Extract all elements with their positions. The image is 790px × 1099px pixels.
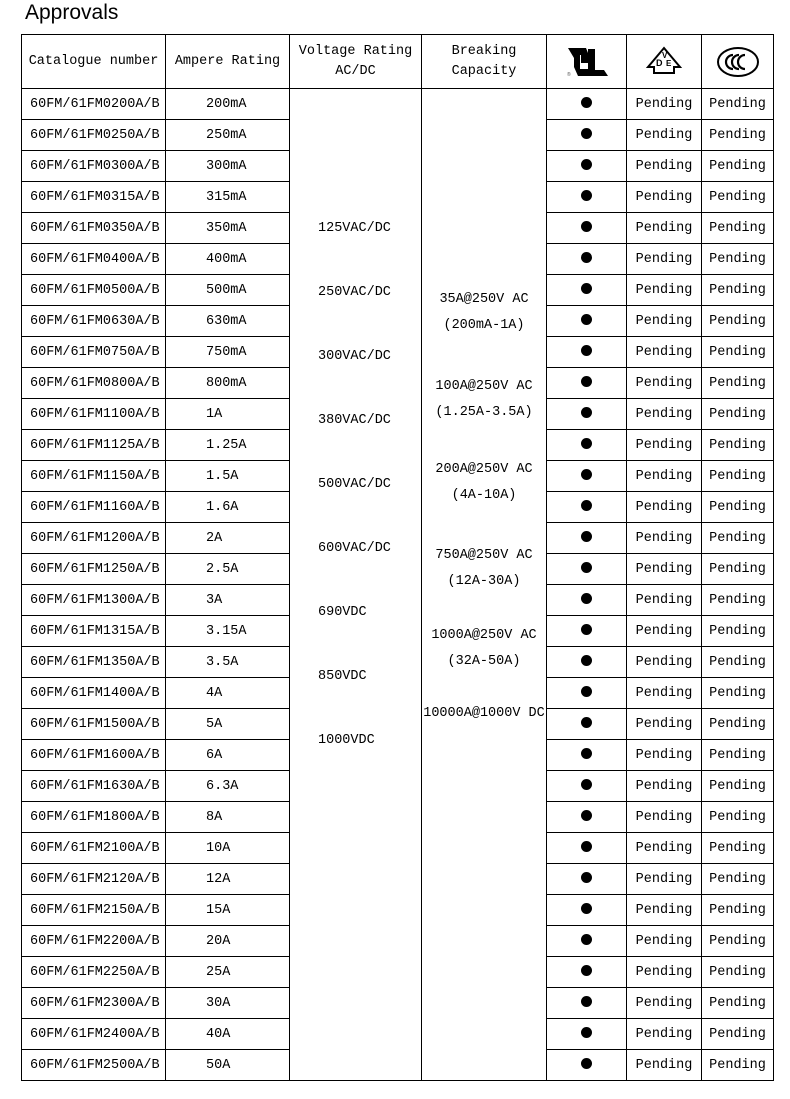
voltage-rating: 250VAC/DC xyxy=(318,285,391,300)
approved-dot-icon xyxy=(581,562,592,573)
ccc-status: Pending xyxy=(702,802,774,833)
header-ampere-rating: Ampere Rating xyxy=(166,35,290,89)
voltage-rating-cell xyxy=(290,89,422,1081)
ccc-status: Pending xyxy=(702,120,774,151)
ul-approval xyxy=(547,492,627,523)
ul-approval xyxy=(547,244,627,275)
ul-approval xyxy=(547,182,627,213)
ul-recognized-icon xyxy=(564,45,610,79)
ccc-icon xyxy=(716,46,760,78)
approved-dot-icon xyxy=(581,593,592,604)
svg-text:®: ® xyxy=(566,71,571,78)
ampere-rating: 630mA xyxy=(166,306,290,337)
approved-dot-icon xyxy=(581,469,592,480)
ccc-status: Pending xyxy=(702,213,774,244)
header-breaking-capacity xyxy=(422,35,547,89)
ampere-rating: 2.5A xyxy=(166,554,290,585)
approved-dot-icon xyxy=(581,655,592,666)
approved-dot-icon xyxy=(581,407,592,418)
ccc-status: Pending xyxy=(702,461,774,492)
ul-approval xyxy=(547,368,627,399)
catalogue-number: 60FM/61FM0750A/B xyxy=(22,337,166,368)
vde-status: Pending xyxy=(627,244,702,275)
table-body xyxy=(22,89,774,1081)
voltage-rating: 300VAC/DC xyxy=(318,349,391,364)
ul-approval xyxy=(547,926,627,957)
ccc-status: Pending xyxy=(702,523,774,554)
header-row xyxy=(22,35,774,89)
catalogue-number: 60FM/61FM1500A/B xyxy=(22,709,166,740)
catalogue-number: 60FM/61FM1630A/B xyxy=(22,771,166,802)
ccc-status: Pending xyxy=(702,244,774,275)
ul-approval xyxy=(547,895,627,926)
ccc-status: Pending xyxy=(702,399,774,430)
ampere-rating: 1A xyxy=(166,399,290,430)
voltage-rating: 125VAC/DC xyxy=(318,221,391,236)
catalogue-number: 60FM/61FM1200A/B xyxy=(22,523,166,554)
ampere-rating: 3A xyxy=(166,585,290,616)
vde-status: Pending xyxy=(627,430,702,461)
ampere-rating: 500mA xyxy=(166,275,290,306)
header-voltage-line2: AC/DC xyxy=(335,63,376,79)
catalogue-number: 60FM/61FM2150A/B xyxy=(22,895,166,926)
ampere-rating: 400mA xyxy=(166,244,290,275)
approved-dot-icon xyxy=(581,283,592,294)
catalogue-number: 60FM/61FM1125A/B xyxy=(22,430,166,461)
vde-status: Pending xyxy=(627,926,702,957)
ampere-rating: 30A xyxy=(166,988,290,1019)
catalogue-number: 60FM/61FM1250A/B xyxy=(22,554,166,585)
approved-dot-icon xyxy=(581,438,592,449)
voltage-rating: 1000VDC xyxy=(318,733,375,748)
catalogue-number: 60FM/61FM0300A/B xyxy=(22,151,166,182)
vde-status: Pending xyxy=(627,616,702,647)
breaking-capacity-line: 1000A@250V AC xyxy=(431,628,537,643)
vde-status: Pending xyxy=(627,461,702,492)
ul-approval xyxy=(547,213,627,244)
approved-dot-icon xyxy=(581,1027,592,1038)
catalogue-number: 60FM/61FM1350A/B xyxy=(22,647,166,678)
catalogue-number: 60FM/61FM0250A/B xyxy=(22,120,166,151)
ul-approval xyxy=(547,89,627,120)
ul-approval xyxy=(547,151,627,182)
approved-dot-icon xyxy=(581,190,592,201)
header-ccc xyxy=(702,35,774,89)
ccc-status: Pending xyxy=(702,151,774,182)
ul-approval xyxy=(547,1019,627,1050)
breaking-capacity-line: 750A@250V AC xyxy=(435,548,533,563)
ul-approval xyxy=(547,585,627,616)
breaking-capacity-line: (1.25A-3.5A) xyxy=(435,405,533,420)
ampere-rating: 315mA xyxy=(166,182,290,213)
vde-status: Pending xyxy=(627,1019,702,1050)
voltage-rating: 850VDC xyxy=(318,669,367,684)
ul-approval xyxy=(547,678,627,709)
catalogue-number: 60FM/61FM0500A/B xyxy=(22,275,166,306)
approved-dot-icon xyxy=(581,314,592,325)
vde-status: Pending xyxy=(627,523,702,554)
catalogue-number: 60FM/61FM2400A/B xyxy=(22,1019,166,1050)
ccc-status: Pending xyxy=(702,771,774,802)
ampere-rating: 6.3A xyxy=(166,771,290,802)
catalogue-number: 60FM/61FM0315A/B xyxy=(22,182,166,213)
ccc-status: Pending xyxy=(702,833,774,864)
vde-status: Pending xyxy=(627,833,702,864)
approved-dot-icon xyxy=(581,717,592,728)
ccc-status: Pending xyxy=(702,554,774,585)
breaking-capacity xyxy=(422,374,546,426)
ccc-status: Pending xyxy=(702,740,774,771)
approved-dot-icon xyxy=(581,810,592,821)
ccc-status: Pending xyxy=(702,368,774,399)
ccc-status: Pending xyxy=(702,306,774,337)
approved-dot-icon xyxy=(581,376,592,387)
ccc-status: Pending xyxy=(702,709,774,740)
ccc-status: Pending xyxy=(702,89,774,120)
svg-text:D: D xyxy=(656,57,663,68)
ul-approval xyxy=(547,740,627,771)
breaking-capacity-line: (12A-30A) xyxy=(447,574,521,589)
ul-approval xyxy=(547,461,627,492)
ampere-rating: 15A xyxy=(166,895,290,926)
header-breaking-line1: Breaking xyxy=(451,43,517,59)
ampere-rating: 4A xyxy=(166,678,290,709)
catalogue-number: 60FM/61FM1800A/B xyxy=(22,802,166,833)
ccc-status: Pending xyxy=(702,926,774,957)
approved-dot-icon xyxy=(581,996,592,1007)
header-breaking-line2: Capacity xyxy=(451,63,517,79)
ampere-rating: 200mA xyxy=(166,89,290,120)
header-catalogue-number: Catalogue number xyxy=(22,35,166,89)
approved-dot-icon xyxy=(581,624,592,635)
voltage-rating: 690VDC xyxy=(318,605,367,620)
ampere-rating: 800mA xyxy=(166,368,290,399)
approved-dot-icon xyxy=(581,748,592,759)
ampere-rating: 350mA xyxy=(166,213,290,244)
catalogue-number: 60FM/61FM2500A/B xyxy=(22,1050,166,1081)
approved-dot-icon xyxy=(581,779,592,790)
breaking-capacity-cell xyxy=(422,89,547,1081)
ampere-rating: 2A xyxy=(166,523,290,554)
vde-status: Pending xyxy=(627,368,702,399)
vde-status: Pending xyxy=(627,988,702,1019)
vde-status: Pending xyxy=(627,213,702,244)
svg-text:V: V xyxy=(662,50,668,60)
ul-approval xyxy=(547,554,627,585)
ampere-rating: 1.5A xyxy=(166,461,290,492)
catalogue-number: 60FM/61FM2120A/B xyxy=(22,864,166,895)
ccc-status: Pending xyxy=(702,895,774,926)
approved-dot-icon xyxy=(581,128,592,139)
ampere-rating: 12A xyxy=(166,864,290,895)
ampere-rating: 25A xyxy=(166,957,290,988)
ccc-status: Pending xyxy=(702,492,774,523)
breaking-capacity-line: (32A-50A) xyxy=(447,654,521,669)
ccc-status: Pending xyxy=(702,616,774,647)
vde-status: Pending xyxy=(627,306,702,337)
header-ul xyxy=(547,35,627,89)
breaking-capacity xyxy=(422,623,546,675)
breaking-capacity xyxy=(422,287,546,339)
vde-status: Pending xyxy=(627,678,702,709)
ampere-rating: 300mA xyxy=(166,151,290,182)
ul-approval xyxy=(547,306,627,337)
ul-approval xyxy=(547,616,627,647)
vde-icon xyxy=(644,45,684,79)
ampere-rating: 750mA xyxy=(166,337,290,368)
ul-approval xyxy=(547,275,627,306)
ul-approval xyxy=(547,337,627,368)
catalogue-number: 60FM/61FM1400A/B xyxy=(22,678,166,709)
catalogue-number: 60FM/61FM1160A/B xyxy=(22,492,166,523)
vde-status: Pending xyxy=(627,337,702,368)
voltage-rating: 380VAC/DC xyxy=(318,413,391,428)
vde-status: Pending xyxy=(627,89,702,120)
ampere-rating: 3.5A xyxy=(166,647,290,678)
ampere-rating: 1.6A xyxy=(166,492,290,523)
breaking-capacity-line: 10000A@1000V DC xyxy=(423,706,545,721)
catalogue-number: 60FM/61FM2100A/B xyxy=(22,833,166,864)
vde-status: Pending xyxy=(627,895,702,926)
vde-status: Pending xyxy=(627,399,702,430)
ccc-status: Pending xyxy=(702,585,774,616)
catalogue-number: 60FM/61FM2300A/B xyxy=(22,988,166,1019)
breaking-capacity-line: (200mA-1A) xyxy=(443,318,525,333)
ccc-status: Pending xyxy=(702,678,774,709)
catalogue-number: 60FM/61FM1150A/B xyxy=(22,461,166,492)
ccc-status: Pending xyxy=(702,864,774,895)
breaking-capacity xyxy=(422,701,546,727)
ul-approval xyxy=(547,430,627,461)
catalogue-number: 60FM/61FM0200A/B xyxy=(22,89,166,120)
vde-status: Pending xyxy=(627,182,702,213)
breaking-capacity xyxy=(422,543,546,595)
approved-dot-icon xyxy=(581,965,592,976)
ampere-rating: 8A xyxy=(166,802,290,833)
breaking-capacity-line: (4A-10A) xyxy=(451,488,517,503)
ampere-rating: 40A xyxy=(166,1019,290,1050)
vde-status: Pending xyxy=(627,554,702,585)
ampere-rating: 50A xyxy=(166,1050,290,1081)
approved-dot-icon xyxy=(581,1058,592,1069)
header-vde xyxy=(627,35,702,89)
approved-dot-icon xyxy=(581,97,592,108)
vde-status: Pending xyxy=(627,151,702,182)
ul-approval xyxy=(547,523,627,554)
catalogue-number: 60FM/61FM0350A/B xyxy=(22,213,166,244)
vde-status: Pending xyxy=(627,802,702,833)
approvals-table xyxy=(21,34,774,1081)
ampere-rating: 3.15A xyxy=(166,616,290,647)
ul-approval xyxy=(547,709,627,740)
vde-status: Pending xyxy=(627,275,702,306)
catalogue-number: 60FM/61FM2200A/B xyxy=(22,926,166,957)
approved-dot-icon xyxy=(581,252,592,263)
ampere-rating: 1.25A xyxy=(166,430,290,461)
vde-status: Pending xyxy=(627,957,702,988)
ul-approval xyxy=(547,771,627,802)
ul-approval xyxy=(547,833,627,864)
vde-status: Pending xyxy=(627,864,702,895)
ccc-status: Pending xyxy=(702,430,774,461)
ccc-status: Pending xyxy=(702,337,774,368)
ampere-rating: 20A xyxy=(166,926,290,957)
ampere-rating: 10A xyxy=(166,833,290,864)
catalogue-number: 60FM/61FM1315A/B xyxy=(22,616,166,647)
ul-approval xyxy=(547,988,627,1019)
ul-approval xyxy=(547,647,627,678)
catalogue-number: 60FM/61FM2250A/B xyxy=(22,957,166,988)
vde-status: Pending xyxy=(627,771,702,802)
vde-status: Pending xyxy=(627,740,702,771)
breaking-capacity-line: 200A@250V AC xyxy=(435,462,533,477)
ul-approval xyxy=(547,1050,627,1081)
ccc-status: Pending xyxy=(702,275,774,306)
ampere-rating: 250mA xyxy=(166,120,290,151)
catalogue-number: 60FM/61FM1600A/B xyxy=(22,740,166,771)
voltage-rating: 500VAC/DC xyxy=(318,477,391,492)
ul-approval xyxy=(547,864,627,895)
vde-status: Pending xyxy=(627,492,702,523)
ul-approval xyxy=(547,399,627,430)
ccc-status: Pending xyxy=(702,1050,774,1081)
ccc-status: Pending xyxy=(702,988,774,1019)
section-title: Approvals xyxy=(25,1,119,24)
voltage-rating: 600VAC/DC xyxy=(318,541,391,556)
approved-dot-icon xyxy=(581,686,592,697)
catalogue-number: 60FM/61FM1300A/B xyxy=(22,585,166,616)
ampere-rating: 6A xyxy=(166,740,290,771)
vde-status: Pending xyxy=(627,120,702,151)
approved-dot-icon xyxy=(581,903,592,914)
catalogue-number: 60FM/61FM0400A/B xyxy=(22,244,166,275)
vde-status: Pending xyxy=(627,1050,702,1081)
breaking-capacity-line: 100A@250V AC xyxy=(435,379,533,394)
catalogue-number: 60FM/61FM1100A/B xyxy=(22,399,166,430)
ul-approval xyxy=(547,802,627,833)
approved-dot-icon xyxy=(581,531,592,542)
ccc-status: Pending xyxy=(702,647,774,678)
header-voltage-rating xyxy=(290,35,422,89)
vde-status: Pending xyxy=(627,709,702,740)
catalogue-number: 60FM/61FM0630A/B xyxy=(22,306,166,337)
vde-status: Pending xyxy=(627,647,702,678)
approved-dot-icon xyxy=(581,345,592,356)
approved-dot-icon xyxy=(581,872,592,883)
approved-dot-icon xyxy=(581,934,592,945)
ul-approval xyxy=(547,120,627,151)
ampere-rating: 5A xyxy=(166,709,290,740)
vde-status: Pending xyxy=(627,585,702,616)
catalogue-number: 60FM/61FM0800A/B xyxy=(22,368,166,399)
header-voltage-line1: Voltage Rating xyxy=(298,43,413,59)
ccc-status: Pending xyxy=(702,1019,774,1050)
breaking-capacity-line: 35A@250V AC xyxy=(439,292,529,307)
table-row xyxy=(22,89,774,120)
ccc-status: Pending xyxy=(702,957,774,988)
approved-dot-icon xyxy=(581,841,592,852)
approved-dot-icon xyxy=(581,221,592,232)
approved-dot-icon xyxy=(581,159,592,170)
ul-approval xyxy=(547,957,627,988)
svg-text:E: E xyxy=(666,58,672,68)
approved-dot-icon xyxy=(581,500,592,511)
breaking-capacity xyxy=(422,457,546,509)
ccc-status: Pending xyxy=(702,182,774,213)
